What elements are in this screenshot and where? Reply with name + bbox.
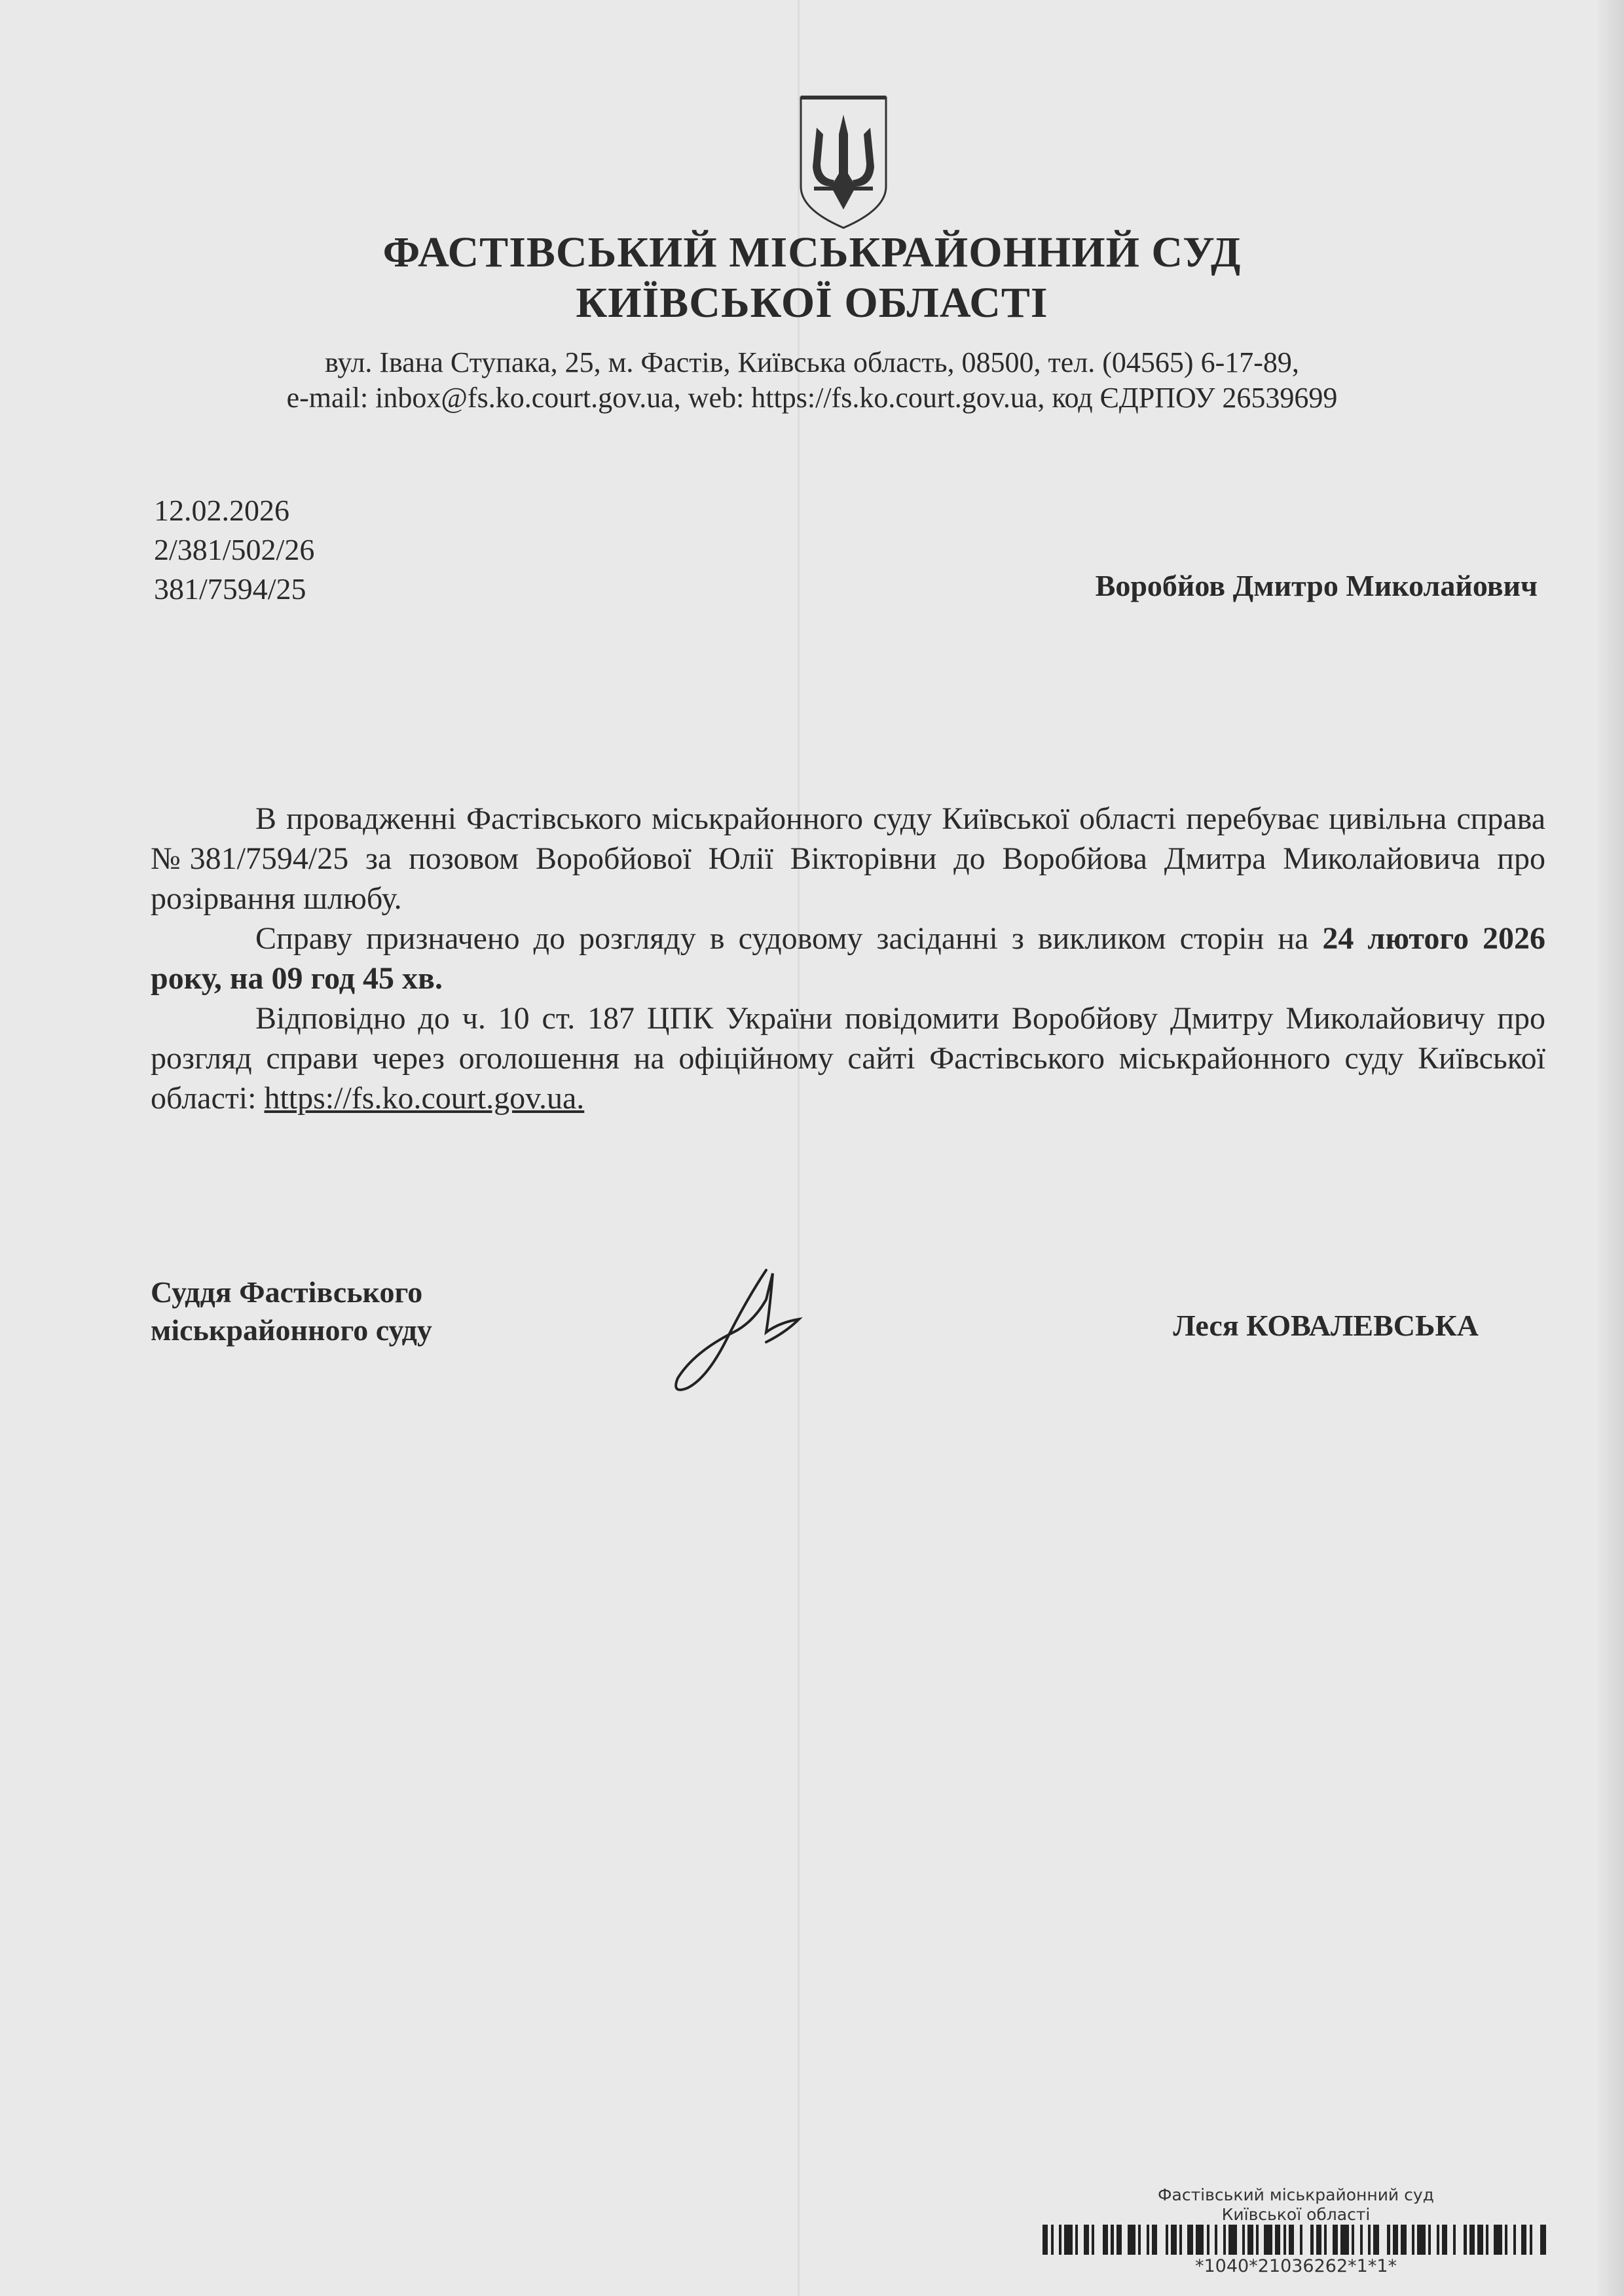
barcode-bar (1128, 2225, 1136, 2255)
barcode-bar (1294, 2225, 1299, 2255)
judge-position-line2: міськрайонного суду (151, 1313, 432, 1347)
coat-of-arms-icon (798, 95, 889, 229)
barcode-bar (1540, 2225, 1545, 2255)
barcode-bar (1447, 2225, 1452, 2255)
paper-edge-shadow (1598, 0, 1624, 2296)
barcode-bar (1043, 2225, 1048, 2255)
barcode-bar (1340, 2225, 1349, 2255)
barcode-bar (1259, 2225, 1264, 2255)
barcode-bar (1237, 2225, 1242, 2255)
barcode-bar (1532, 2225, 1541, 2255)
paragraph-2 (151, 919, 1545, 998)
paragraph-2-text: Справу призначено до розгляду в судовому засіданні з викликом сторін на (255, 921, 1323, 956)
barcode-bar (1431, 2225, 1436, 2255)
barcode-bar (1094, 2225, 1103, 2255)
barcode-bar (1196, 2225, 1204, 2255)
barcode-bar (1407, 2225, 1412, 2255)
barcode-bar (1187, 2225, 1192, 2255)
barcode-bar (1494, 2225, 1502, 2255)
barcode-bar (1289, 2225, 1294, 2255)
court-address: вул. Івана Ступака, 25, м. Фастів, Київська область, 08500, тел. (04565) 6-17-89, (325, 346, 1299, 378)
judge-position (151, 1273, 432, 1349)
paper-fold (798, 0, 800, 2296)
barcode-bar (1152, 2225, 1157, 2255)
barcode-bar (1171, 2225, 1176, 2255)
barcode-bar (1363, 2225, 1368, 2255)
barcode-bar (1417, 2225, 1426, 2255)
addressee: Воробйов Дмитро Миколайович (1095, 569, 1538, 602)
barcode-bar (1209, 2225, 1215, 2255)
barcode-bar (1182, 2225, 1187, 2255)
barcode-bar (1521, 2225, 1526, 2255)
paragraph-3-text: Відповідно до ч. 10 ст. 187 ЦПК України повідомити Воробйову Дмитру Миколайовичу про розгляд справи через оголошення на офіційному сайті Фастівського міськрайонного суду Київської області: (151, 1001, 1545, 1116)
outgoing-number: 2/381/502/26 (154, 533, 315, 566)
barcode-bar (1064, 2225, 1073, 2255)
barcode-bar (1477, 2225, 1483, 2255)
barcode-bar (1122, 2225, 1127, 2255)
barcode-bar (1354, 2225, 1359, 2255)
meta-block (154, 491, 314, 609)
letter-body (151, 799, 1545, 1118)
handwritten-signature (668, 1260, 812, 1398)
barcode-bar (1084, 2225, 1089, 2255)
barcode-bar (1275, 2225, 1280, 2255)
barcode-bar (1488, 2225, 1494, 2255)
letter-date: 12.02.2026 (154, 494, 289, 527)
barcode-bar (1316, 2225, 1321, 2255)
barcode-bar (1373, 2225, 1378, 2255)
barcode-bar (1157, 2225, 1166, 2255)
barcode-bar (1469, 2225, 1475, 2255)
paragraph-1: В провадженні Фастівського міськрайонного суду Київської області перебуває цивільна справа №381/7594/25 за позовом Воробйової Юлії Вікторівни до Воробйова Дмитра Миколайовича про розірвання шлюбу. (151, 801, 1545, 916)
barcode (1043, 2225, 1549, 2255)
barcode-bar (1078, 2225, 1083, 2255)
court-contacts: e-mail: inbox@fs.ko.court.gov.ua, web: https://fs.ko.court.gov.ua, код ЄДРПОУ 26539699 (286, 382, 1338, 414)
case-number: 381/7594/25 (154, 572, 306, 606)
barcode-bar (1333, 2225, 1338, 2255)
judge-position-line1: Суддя Фастівського (151, 1275, 423, 1309)
barcode-number: *1040*21036262*1*1* (1195, 2256, 1397, 2276)
judge-name: Леся КОВАЛЕВСЬКА (1173, 1309, 1479, 1342)
court-title-line2: КИЇВСЬКОЇ ОБЛАСТІ (576, 279, 1048, 327)
barcode-bar (1507, 2225, 1513, 2255)
barcode-bar (1247, 2225, 1253, 2255)
paragraph-3 (151, 998, 1545, 1118)
barcode-bar (1103, 2225, 1108, 2255)
court-website-link[interactable]: https://fs.ko.court.gov.ua. (264, 1081, 585, 1116)
barcode-bar (1379, 2225, 1388, 2255)
barcode-bar (1401, 2225, 1406, 2255)
barcode-bar (1393, 2225, 1398, 2255)
barcode-label-line1: Фастівський міськрайонний суд (1158, 2185, 1434, 2204)
court-title-line1: ФАСТІВСЬКИЙ МІСЬКРАЙОННИЙ СУД (382, 228, 1242, 276)
barcode-bar (1442, 2225, 1447, 2255)
barcode-bar (1116, 2225, 1122, 2255)
barcode-label-line2: Київської області (1221, 2205, 1371, 2224)
barcode-bar (1302, 2225, 1311, 2255)
hearing-datetime: 24 лютого 2026 року, на 09 год 45 хв. (151, 921, 1545, 996)
barcode-bar (1516, 2225, 1521, 2255)
barcode-bar (1141, 2225, 1146, 2255)
barcode-bar (1054, 2225, 1059, 2255)
barcode-bar (1546, 2225, 1549, 2255)
barcode-bar (1217, 2225, 1223, 2255)
barcode-bar (1264, 2225, 1272, 2255)
barcode-bar (1228, 2225, 1237, 2255)
barcode-bar (1327, 2225, 1332, 2255)
barcode-bar (1456, 2225, 1464, 2255)
